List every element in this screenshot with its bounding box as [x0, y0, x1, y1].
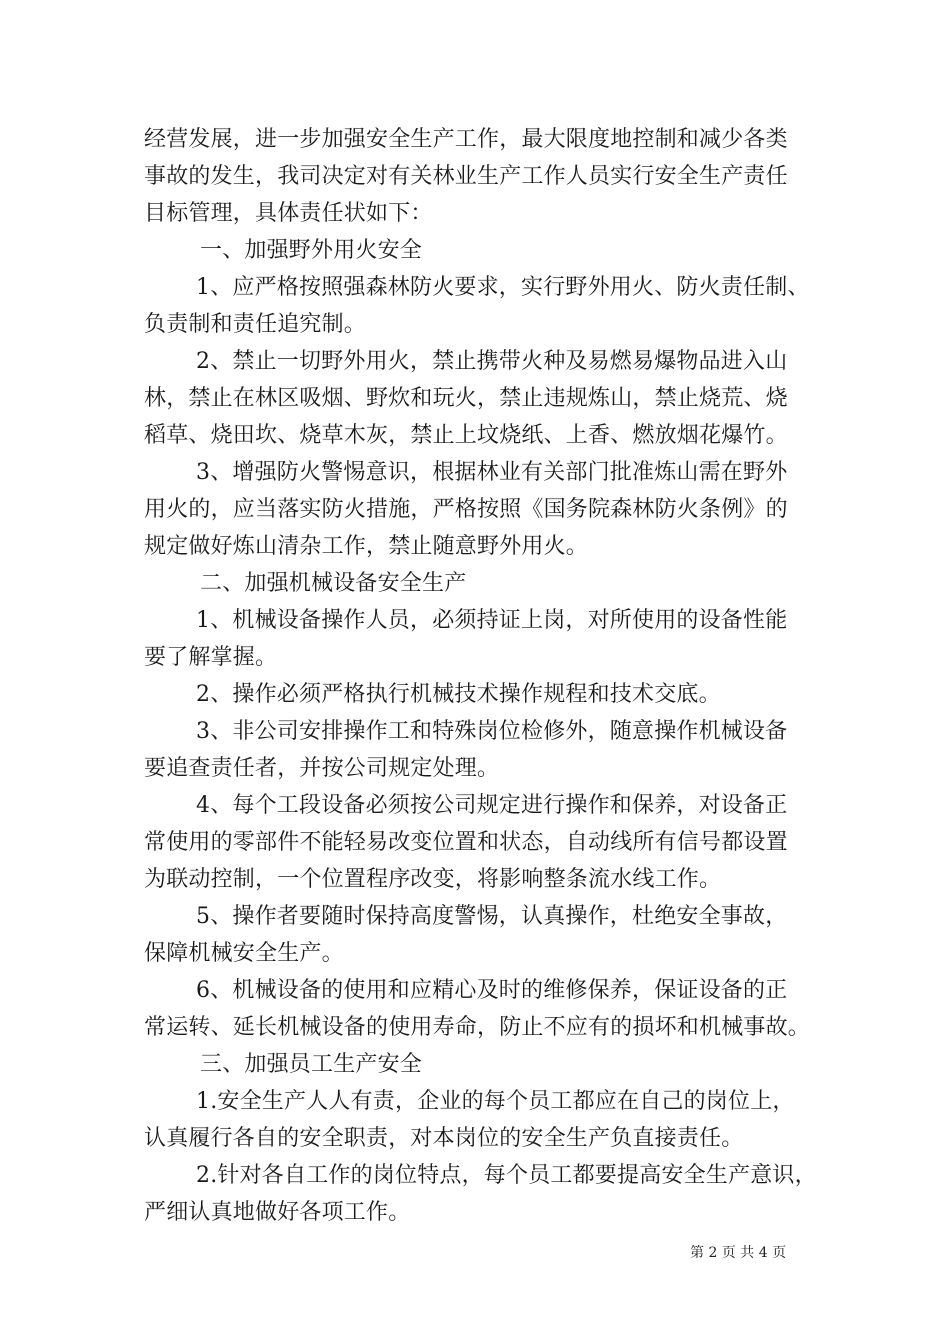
body-line: 要了解掌握。: [144, 645, 278, 670]
body-line: 林，禁止在林区吸烟、野炊和玩火，禁止违规炼山，禁止烧荒、烧: [144, 386, 788, 411]
page-number-footer: 第 2 页 共 4 页: [690, 1245, 787, 1261]
body-line: 1.安全生产人人有责，企业的每个员工都应在自己的岗位上，: [196, 1089, 795, 1114]
body-line: 稻草、烧田坎、烧草木灰，禁止上坟烧纸、上香、燃放烟花爆竹。: [144, 423, 788, 448]
body-line: 6、机械设备的使用和应精心及时的维修保养，保证设备的正: [196, 978, 788, 1003]
body-line: 要追查责任者，并按公司规定处理。: [144, 756, 500, 781]
body-line: 3、非公司安排操作工和特殊岗位检修外，随意操作机械设备: [196, 719, 788, 744]
body-line: 常运转、延长机械设备的使用寿命，防止不应有的损坏和机械事故。: [144, 1015, 811, 1040]
body-line: 事故的发生，我司决定对有关林业生产工作人员实行安全生产责任: [144, 164, 788, 189]
body-line: 严细认真地做好各项工作。: [144, 1200, 411, 1225]
body-line: 5、操作者要随时保持高度警惕，认真操作，杜绝安全事故，: [196, 904, 788, 929]
body-line: 常使用的零部件不能轻易改变位置和状态，自动线所有信号都设置: [144, 830, 788, 855]
body-line: 经营发展，进一步加强安全生产工作，最大限度地控制和减少各类: [144, 127, 788, 152]
section-heading: 一、加强野外用火安全: [200, 238, 423, 263]
body-line: 3、增强防火警惕意识，根据林业有关部门批准炼山需在野外: [196, 460, 788, 485]
section-heading: 三、加强员工生产安全: [200, 1052, 423, 1077]
body-line: 为联动控制，一个位置程序改变，将影响整条流水线工作。: [144, 867, 722, 892]
body-line: 2、禁止一切野外用火，禁止携带火种及易燃易爆物品进入山: [196, 349, 788, 374]
body-line: 目标管理，具体责任状如下：: [144, 201, 433, 226]
body-line: 负责制和责任追究制。: [144, 312, 367, 337]
body-line: 4、每个工段设备必须按公司规定进行操作和保养，对设备正: [196, 793, 788, 818]
body-line: 用火的，应当落实防火措施，严格按照《国务院森林防火条例》的: [144, 497, 788, 522]
body-line: 1、机械设备操作人员，必须持证上岗，对所使用的设备性能: [196, 608, 788, 633]
body-line: 2、操作必须严格执行机械技术操作规程和技术交底。: [196, 682, 721, 707]
body-line: 1、应严格按照强森林防火要求，实行野外用火、防火责任制、: [196, 275, 810, 300]
body-line: 规定做好炼山清杂工作，禁止随意野外用火。: [144, 534, 589, 559]
body-line: 保障机械安全生产。: [144, 941, 344, 966]
body-line: 认真履行各自的安全职责，对本岗位的安全生产负直接责任。: [144, 1126, 744, 1151]
section-heading: 二、加强机械设备安全生产: [200, 571, 467, 596]
body-line: 2.针对各自工作的岗位特点，每个员工都要提高安全生产意识，: [196, 1163, 817, 1188]
